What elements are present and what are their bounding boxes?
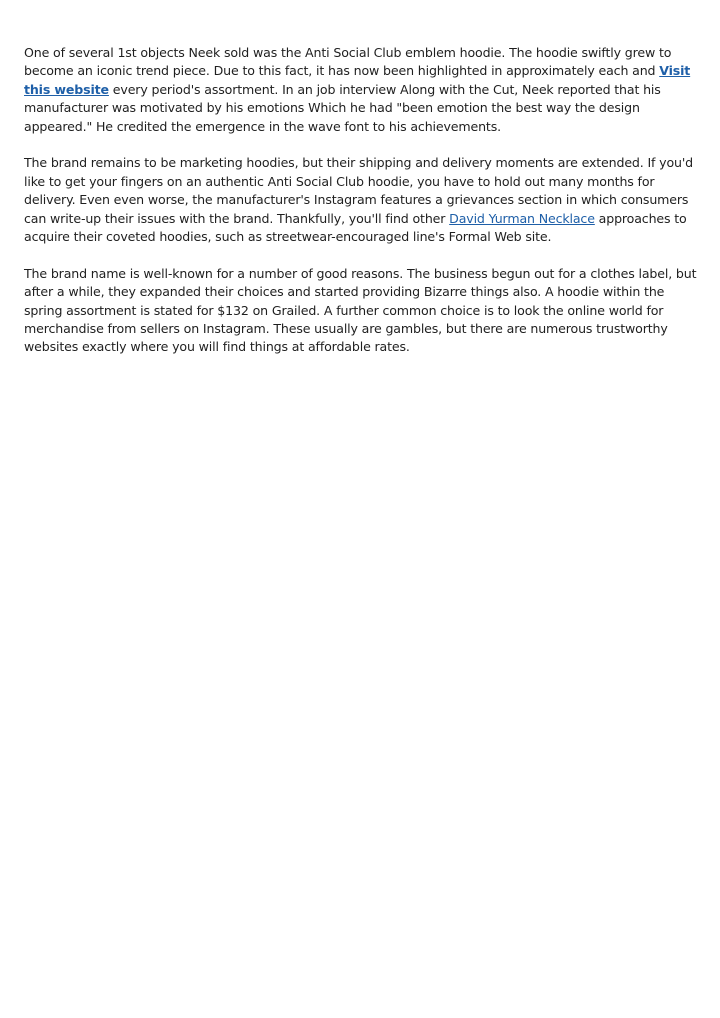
paragraph-1 [24, 44, 700, 136]
david-yurman-necklace-link[interactable]: David Yurman Necklace [449, 210, 595, 226]
paragraph-2 [24, 154, 700, 246]
visit-website-link[interactable]: Visit this website [24, 63, 691, 97]
paragraph-2-text-before: The brand remains to be marketing hoodies, but their shipping and delivery moments are extended. If you'd like to get your fingers on an authentic Anti Social Club hoodie, you have to hold out many months for delivery. Even even worse, the manufacturer's Instagram features a grievances section in which consumers can write-up their issues with the brand. Thankfully, you'll find other [24, 155, 694, 226]
paragraph-2-text-after: approaches to acquire their coveted hoodies, such as streetwear-encouraged line's Formal Web site. [24, 210, 687, 245]
document-body [24, 44, 700, 375]
paragraph-3: The brand name is well-known for a number of good reasons. The business begun out for a clothes label, but after a while, they expanded their choices and started providing Bizarre things also. A hoodie within the spring assortment is stated for $132 on Grailed. A further common choice is to look the online world for merchandise from sellers on Instagram. These usually are gambles, but there are numerous trustworthy websites exactly where you will find things at affordable rates. [24, 265, 697, 355]
paragraph-1-text-before: One of several 1st objects Neek sold was the Anti Social Club emblem hoodie. The hoodie swiftly grew to become an iconic trend piece. Due to this fact, it has now been highlighted in approximately each and [24, 45, 672, 79]
paragraph-1-text-after: every period's assortment. In an job interview Along with the Cut, Neek reported that his manufacturer was motivated by his emotions Which he had "been emotion the best way the design appeared." He credited the emergence in the wave font to his achievements. [24, 81, 661, 134]
